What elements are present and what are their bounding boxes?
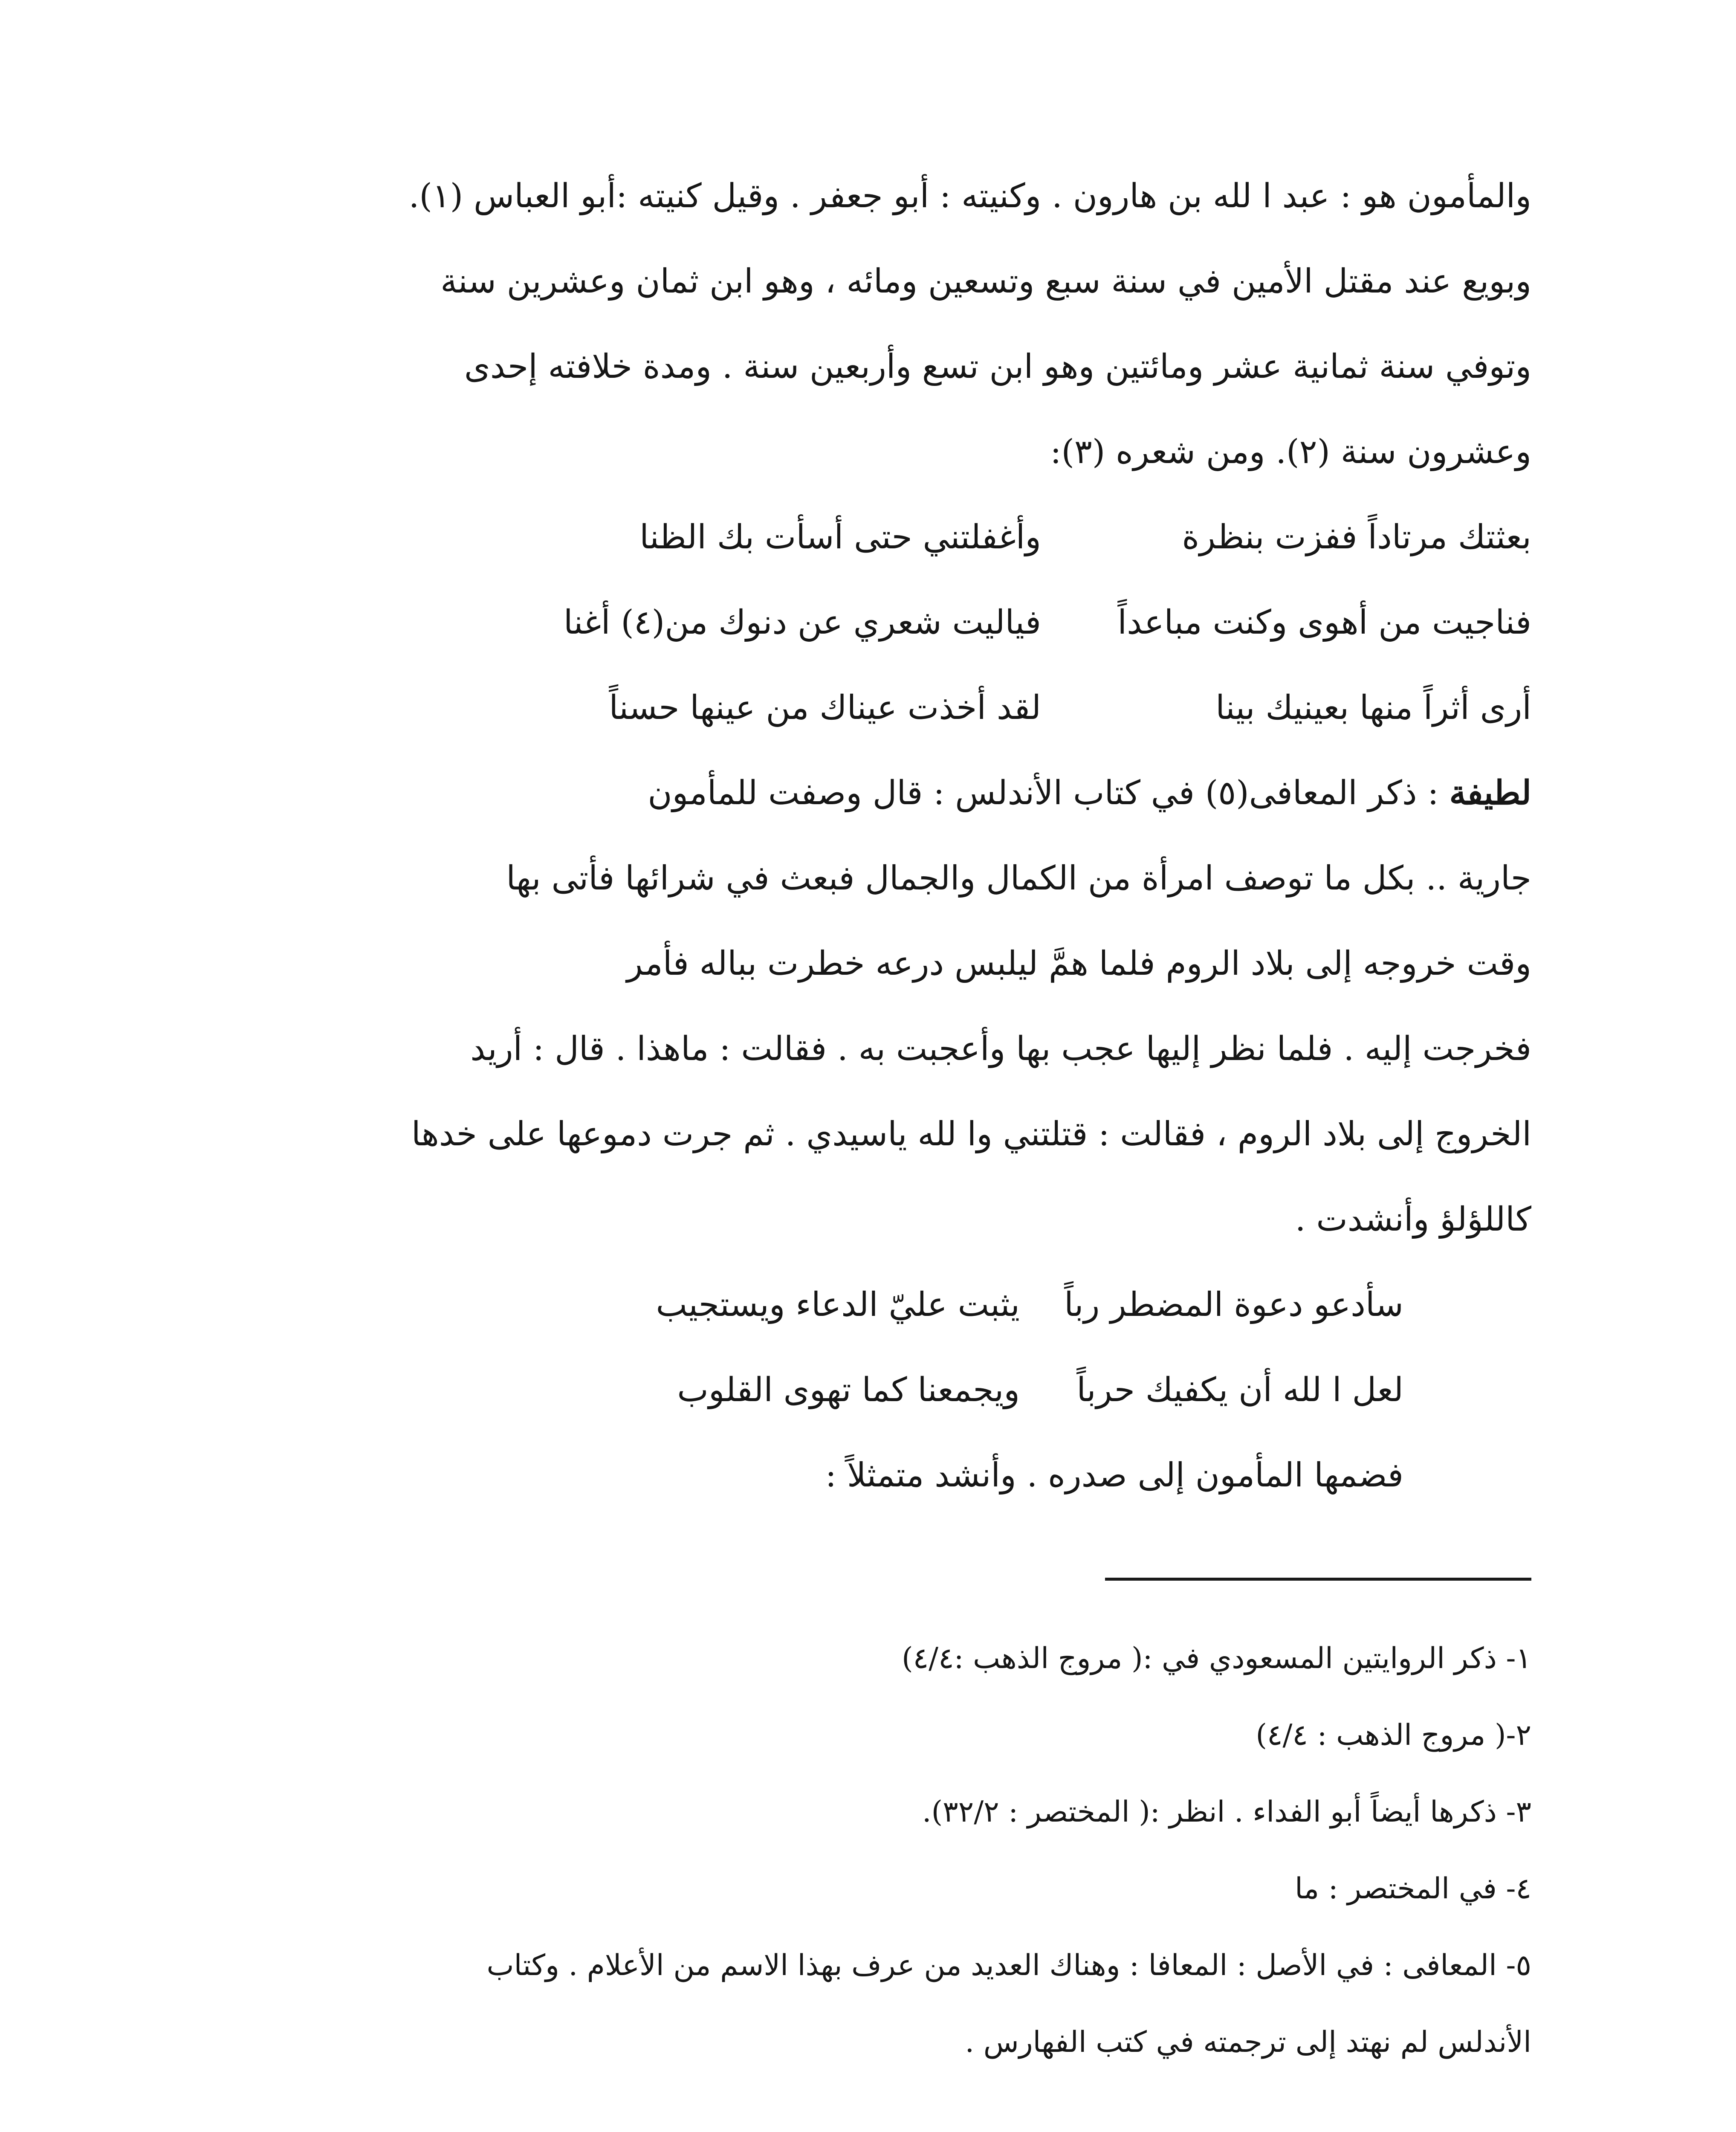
footnote-3: ٣- ذكرها أيضاً أبو الفداء . انظر :( المختصر : ٣٢/٢). [922,1795,1531,1829]
anecdote-line-1-text: : ذكر المعافى(٥) في كتاب الأندلس : قال وصفت للمأمون [648,774,1450,812]
verse-first-hemistich: لعل ا لله أن يكفيك حرباً [1076,1371,1403,1409]
anecdote-line-5: الخروج إلى بلاد الروم ، فقالت : قتلتني وا لله ياسيدي . ثم جرت دموعها على خدها [411,1115,1531,1153]
verse-second-hemistich: يثبت عليّ الدعاء ويستجيب [656,1286,1020,1324]
intro-line-4: وعشرون سنة (٢). ومن شعره (٣): [1050,433,1531,471]
closing-line: فضمها المأمون إلى صدره . وأنشد متمثلاً : [825,1456,1403,1495]
footnote-4: ٤- في المختصر : ما [1294,1872,1531,1906]
verse-second-hemistich: ويجمعنا كما تهوى القلوب [677,1371,1020,1409]
anecdote-line-2: جارية .. بكل ما توصف امرأة من الكمال والجمال فبعث في شرائها فأتى بها [506,859,1531,898]
anecdote-line-6: كاللؤلؤ وأنشدت . [1295,1200,1531,1239]
poem-two-verse-2 [256,1347,1403,1433]
verse-first-hemistich: سأدعو دعوة المضطر رباً [1064,1286,1403,1324]
verse-second-hemistich: وأغفلتني حتى أسأت بك الظنا [639,518,1041,556]
footnote-1: ١- ذكر الروايتين المسعودي في :( مروج الذهب :٤/٤) [902,1642,1531,1675]
footnote-5-continuation: الأندلس لم نهتد إلى ترجمته في كتب الفهارس . [965,2025,1531,2059]
verse-first-hemistich: أرى أثراً منها بعينيك بينا [1215,689,1531,727]
verse-second-hemistich: لقد أخذت عيناك من عينها حسناً [609,689,1041,727]
poem-two-verse-1 [256,1262,1403,1347]
anecdote-line-1 [256,750,1531,836]
poem-one [256,495,1531,750]
intro-line-3: وتوفي سنة ثمانية عشر ومائتين وهو ابن تسع وأربعين سنة . ومدة خلافته إحدى [464,348,1531,386]
footnote-2: ٢-( مروج الذهب : ٤/٤) [1256,1718,1531,1752]
poem-one-verse-3 [256,665,1531,750]
intro-line-2: وبويع عند مقتل الأمين في سنة سبع وتسعين ومائه ، وهو ابن ثمان وعشرين سنة [440,262,1531,301]
intro-line-1: والمأمون هو : عبد ا لله بن هارون . وكنيته : أبو جعفر . وقيل كنيته :أبو العباس (١). [408,177,1531,215]
poem-one-verse-2 [256,580,1531,665]
main-text [256,154,1531,1518]
poem-one-verse-1 [256,495,1531,580]
anecdote-line-4: فخرجت إليه . فلما نظر إليها عجب بها وأعجبت به . فقالت : ماهذا . قال : أريد [470,1030,1531,1068]
verse-first-hemistich: بعثتك مرتاداً ففزت بنظرة [1182,518,1531,556]
footnote-divider [1105,1578,1531,1581]
anecdote-keyword: لطيفة [1449,773,1531,812]
verse-first-hemistich: فناجيت من أهوى وكنت مباعداً [1117,603,1531,642]
anecdote-line-3: وقت خروجه إلى بلاد الروم فلما همَّ ليلبس درعه خطرت بباله فأمر [626,944,1531,983]
footnote-5: ٥- المعافى : في الأصل : المعافا : وهناك العديد من عرف بهذا الاسم من الأعلام . وكتاب [486,1949,1531,1982]
footnotes [256,1620,1531,2081]
verse-second-hemistich: فياليت شعري عن دنوك من(٤) أغنا [563,603,1041,642]
poem-two [256,1262,1531,1433]
